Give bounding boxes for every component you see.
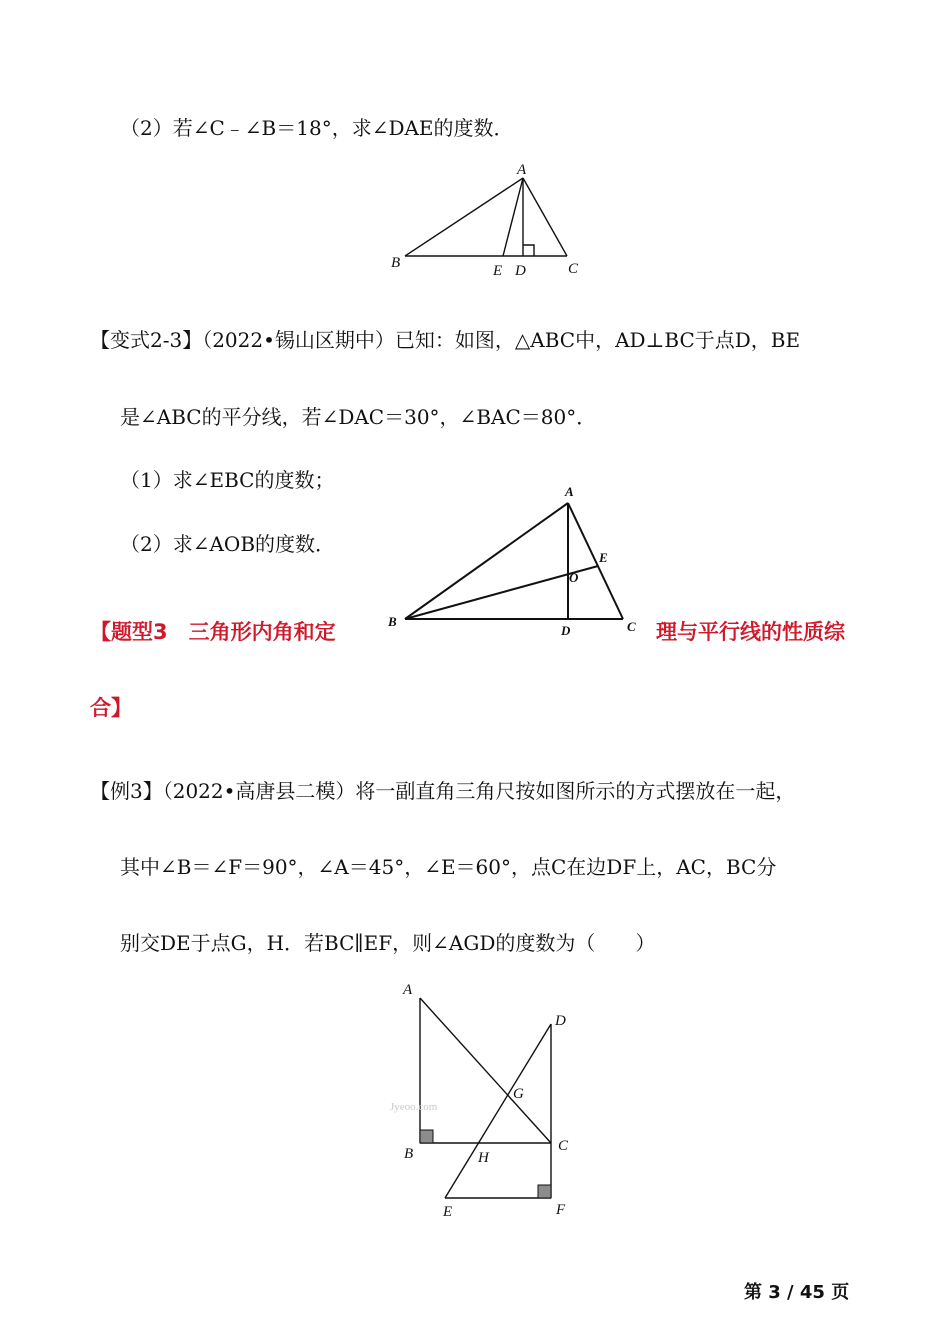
label-e: E [599, 550, 608, 565]
label-g: G [513, 1086, 524, 1102]
example-line-1: 【例3】（2022•高唐县二模）将一副直角三角尺按如图所示的方式摆放在一起， [90, 779, 796, 803]
side-de [445, 1024, 551, 1198]
right-angle-f [538, 1185, 551, 1198]
label-b: B [404, 1146, 414, 1162]
side-ac [568, 503, 623, 619]
side-ac [420, 998, 551, 1143]
side-ab [405, 503, 568, 619]
variant-line-1: 【变式2-3】（2022•锡山区期中）已知：如图，△ABC中，AD⊥BC于点D，BE [90, 328, 801, 352]
label-a: A [517, 162, 527, 178]
label-c: C [558, 1138, 569, 1154]
label-b: B [391, 255, 401, 271]
page-number: 第 3 / 45 页 [744, 1282, 850, 1303]
label-c: C [627, 619, 636, 634]
label-c: C [568, 261, 579, 277]
question-part-2: （2）若∠C﹣∠B＝18°，求∠DAE的度数． [120, 116, 514, 140]
variant-line-2: 是∠ABC的平分线，若∠DAC＝30°，∠BAC＝80°． [120, 405, 597, 429]
variant-part-2: （2）求∠AOB的度数． [120, 532, 336, 556]
right-angle-b [420, 1130, 433, 1143]
right-angle-mark [523, 245, 534, 256]
label-b: B [388, 614, 397, 629]
label-e: E [493, 263, 503, 279]
label-f: F [556, 1202, 566, 1218]
label-d: D [515, 263, 526, 279]
figure-triangle-ade [385, 160, 585, 280]
label-o: O [569, 570, 579, 585]
label-e: E [443, 1204, 453, 1220]
label-a: A [565, 484, 574, 499]
label-d: D [561, 623, 571, 638]
section-heading-tail: 合】 [90, 696, 132, 720]
example-line-3: 别交DE于点G，H．若BC∥EF，则∠AGD的度数为（ ） [120, 931, 656, 955]
figure-set-squares [390, 980, 598, 1230]
section-heading-right: 理与平行线的性质综 [656, 620, 845, 644]
figure-triangle-aob [385, 485, 645, 645]
example-line-2: 其中∠B＝∠F＝90°，∠A＝45°，∠E＝60°，点C在边DF上，AC，BC分 [120, 855, 777, 879]
label-d: D [555, 1013, 566, 1029]
label-h: H [478, 1150, 489, 1166]
section-heading-left: 【题型3 三角形内角和定 [90, 620, 336, 644]
watermark: Jyeoo.com [390, 1101, 438, 1113]
label-a: A [403, 982, 413, 998]
variant-part-1: （1）求∠EBC的度数； [120, 468, 335, 492]
